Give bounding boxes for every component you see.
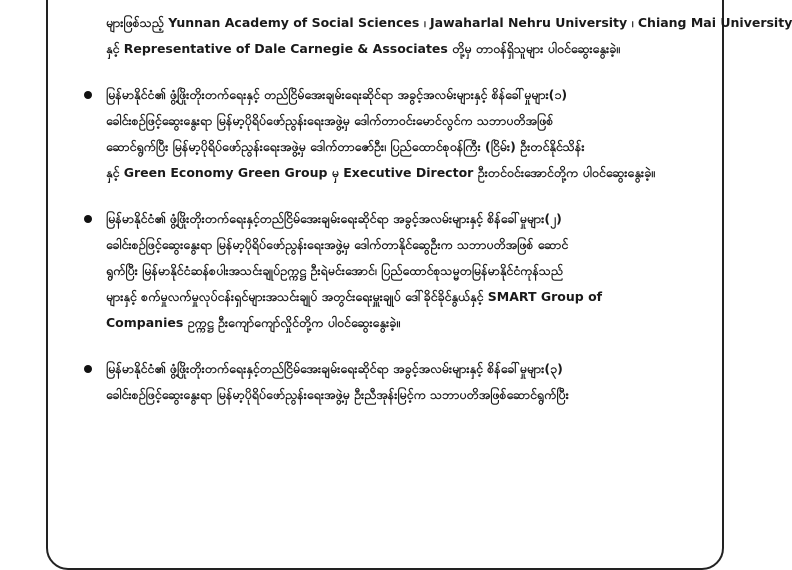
bullet-item-2 — [84, 206, 700, 336]
text-line: နှင့် Green Economy Green Group မှ Executive Director ဦးတင်ဝင်းအောင်တို့က ပါဝင်ဆွေးနွေးခဲ့။ — [106, 165, 655, 180]
bullet-item-1 — [84, 82, 700, 186]
text-line: ခေါင်းစဉ်ဖြင့်ဆွေးနွေးရာ မြန်မာ့ပိုရိပ်ဖော်ညွန်းရေးအဖွဲ့မှ ဒေါက်တာဝင်းမောင်လွင်က သဘာပတိအဖြစ် — [106, 113, 554, 128]
text-line: မြန်မာနိုင်ငံ၏ ဖွံ့ဖြိုးတိုးတက်ရေးနှင့်တည်ငြိမ်အေးချမ်းရေးဆိုင်ရာ အခွင့်အလမ်းများနှင့် စိန်ခေါ်မှုများ(၂) — [106, 211, 562, 226]
text-line: မြန်မာနိုင်ငံ၏ ဖွံ့ဖြိုးတိုးတက်ရေးနှင့်တည်ငြိမ်အေးချမ်းရေးဆိုင်ရာ အခွင့်အလမ်းများနှင့် စိန်ခေါ်မှုများ(၃) — [106, 361, 563, 376]
text-line: မြန်မာနိုင်ငံ၏ ဖွံ့ဖြိုးတိုးတက်ရေးနှင့် တည်ငြိမ်အေးချမ်းရေးဆိုင်ရာ အခွင့်အလမ်းများနှင့် စိန်ခေါ်မှုများ(၁) — [106, 87, 568, 102]
text-line: ဆောင်ရွက်ပြီး မြန်မာ့ပိုရိပ်ဖော်ညွန်းရေးအဖွဲ့မှ ဒေါက်တာဇော်ဦး၊ ပြည်ထောင်စုဝန်ကြီး (ငြိမ်း) ဦးတင်နိုင်သိန်း — [106, 139, 585, 154]
text-line: နှင့် Representative of Dale Carnegie & Associates တို့မှ တာဝန်ရှိသူများ ပါဝင်ဆွေးနွေးခဲ့။ — [106, 41, 620, 56]
text-line: ရွက်ပြီး မြန်မာနိုင်ငံဆန်စပါးအသင်းချုပ်ဥက္ကဋ္ဌ ဦးရဲမင်းအောင်၊ ပြည်ထောင်စုသမ္မတမြန်မာနိုင်ငံကုန်သည် — [106, 263, 564, 278]
text-line: Companies ဥက္ကဋ္ဌ ဦးကျော်ကျော်လှိုင်တို့က ပါဝင်ဆွေးနွေးခဲ့။ — [106, 315, 400, 330]
text-line: ခေါင်းစဉ်ဖြင့်ဆွေးနွေးရာ မြန်မာ့ပိုရိပ်ဖော်ညွန်းရေးအဖွဲ့မှ ဦးညီအုန်းမြင့်က သဘာပတိအဖြစ်ဆောင်ရွက်ပြီး — [106, 387, 569, 402]
bullet-icon — [84, 91, 92, 99]
text-line: များနှင့် စက်မှုလက်မှုလုပ်ငန်းရှင်များအသင်းချုပ် အတွင်းရေးမှူးချုပ် ဒေါ်ခိုင်ခိုင်နွယ်နှင့် SMART Group of — [106, 289, 603, 304]
bullet-item-3 — [84, 356, 700, 408]
continuation-paragraph — [106, 10, 792, 62]
bullet-icon — [84, 215, 92, 223]
text-line: ခေါင်းစဉ်ဖြင့်ဆွေးနွေးရာ မြန်မာ့ပိုရိပ်ဖော်ညွန်းရေးအဖွဲ့မှ ဒေါက်တာနိုင်ဆွေဦးက သဘာပတိအဖြစ် ဆောင် — [106, 237, 569, 252]
text-line: များဖြစ်သည့် Yunnan Academy of Social Sciences ၊ Jawaharlal Nehru University ၊ Chiang Mai University — [106, 15, 792, 30]
document-body — [84, 0, 792, 408]
bullet-icon — [84, 365, 92, 373]
